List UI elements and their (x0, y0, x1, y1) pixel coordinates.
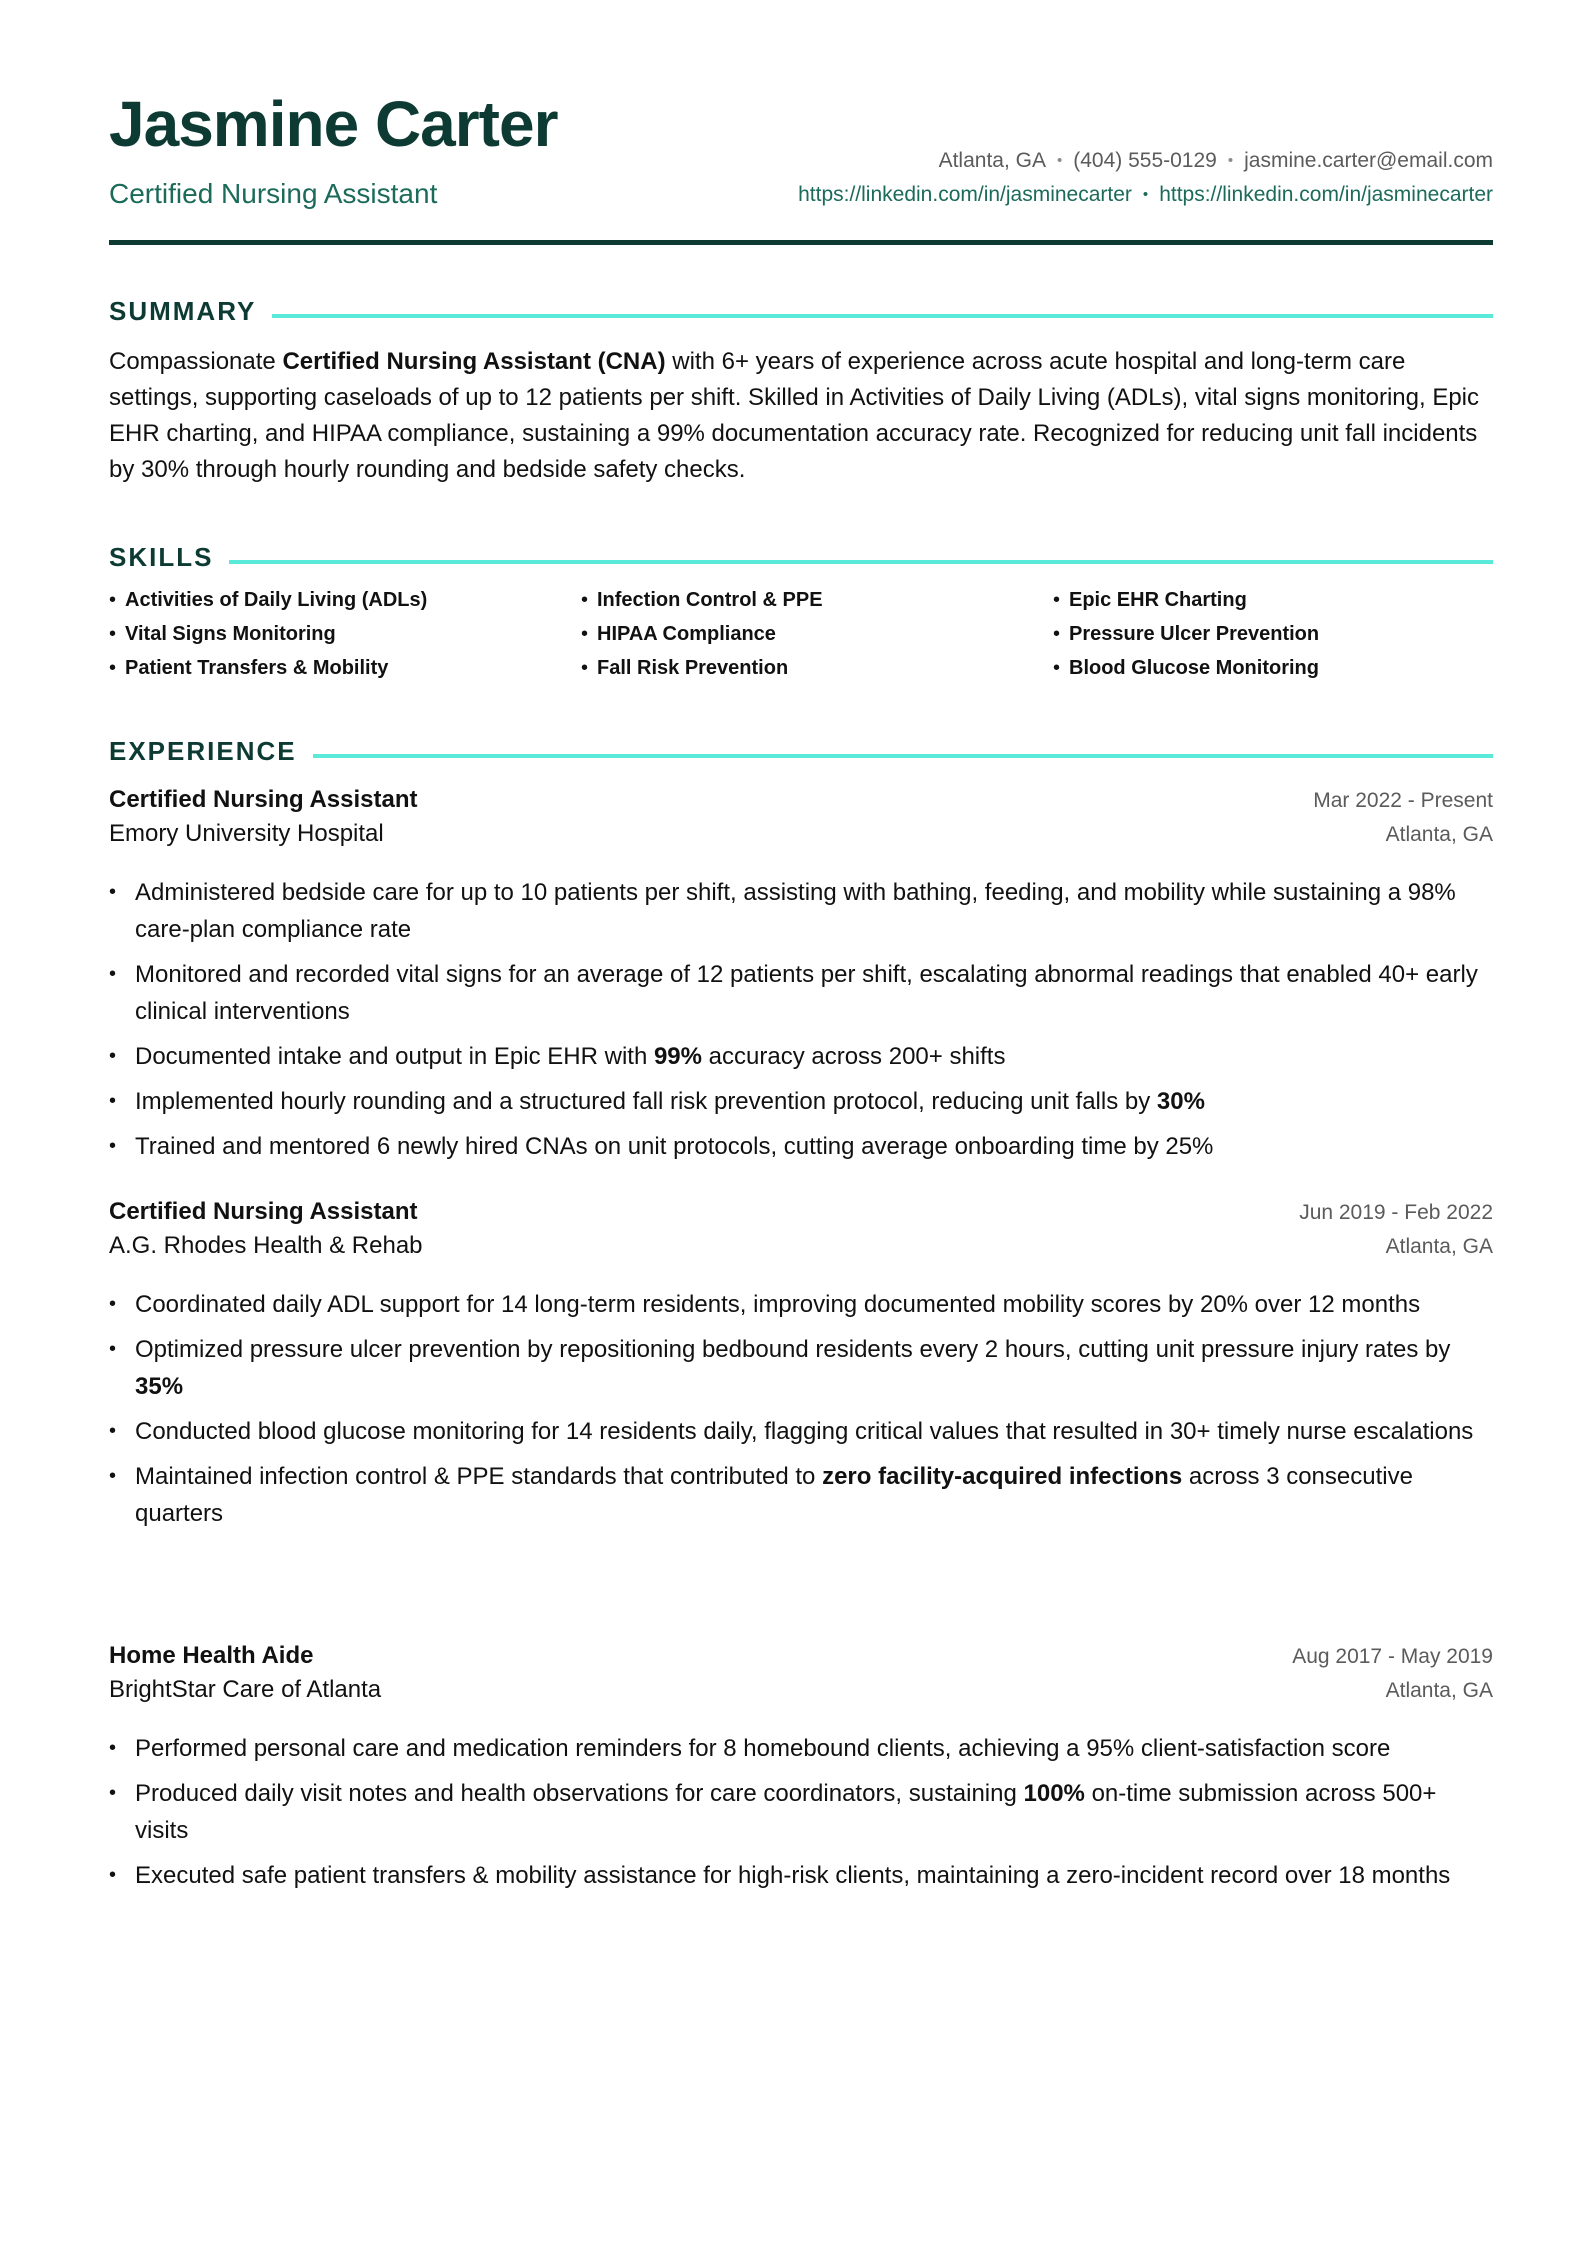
profile-link-1[interactable]: https://linkedin.com/in/jasminecarter (798, 183, 1132, 206)
bullet-text: Conducted blood glucose monitoring for 14 residents daily, flagging critical values that resulted in 30+ timely nurse escalations (135, 1418, 1474, 1445)
candidate-role: Certified Nursing Assistant (109, 178, 438, 209)
skill-item: • Pressure Ulcer Prevention (1053, 622, 1493, 646)
skill-item: • Blood Glucose Monitoring (1053, 656, 1493, 680)
job-bullet (109, 1730, 1493, 1767)
skills-list (109, 588, 1493, 680)
resume-page (109, 0, 1493, 1889)
job-title: Certified Nursing Assistant (109, 1198, 418, 1225)
summary-title: SUMMARY (109, 298, 272, 324)
job-entry (109, 1200, 1493, 1540)
skill-item: • Patient Transfers & Mobility (109, 656, 581, 680)
skill-item: • Activities of Daily Living (ADLs) (109, 588, 581, 612)
skills-section-header (109, 544, 1493, 578)
job-header (109, 1200, 1493, 1234)
profile-link-2[interactable]: https://linkedin.com/in/jasminecarter (1159, 183, 1493, 206)
bullet-text: across 3 consecutive quarters (135, 1463, 1413, 1527)
job-bullet (109, 1413, 1493, 1450)
job-bullet (109, 1331, 1493, 1405)
job-bullet (109, 1857, 1493, 1894)
summary-bold: Certified Nursing Assistant (CNA) (282, 348, 666, 375)
job-subheader (109, 822, 1493, 862)
bullet-text: Monitored and recorded vital signs for an average of 12 patients per shift, escalating abnormal readings that enabled 40+ early clinical interventions (135, 961, 1478, 1025)
job-bullet (109, 1775, 1493, 1849)
experience-section-header (109, 738, 1493, 772)
job-bullet (109, 1038, 1493, 1075)
job-subheader (109, 1234, 1493, 1274)
contact-line-1 (939, 150, 1493, 171)
experience-title: EXPERIENCE (109, 738, 313, 764)
skills-title: SKILLS (109, 544, 229, 570)
job-bullets (109, 1286, 1493, 1532)
job-bullet (109, 1286, 1493, 1323)
job-bullet (109, 874, 1493, 948)
job-bullets (109, 1730, 1493, 1894)
bullet-text: accuracy across 200+ shifts (702, 1043, 1006, 1070)
bullet-text: Optimized pressure ulcer prevention by repositioning bedbound residents every 2 hours, cutting unit pressure injury rates by (135, 1336, 1451, 1363)
resume-header (109, 0, 1493, 248)
skill-item: • Fall Risk Prevention (581, 656, 1053, 680)
section-divider (109, 314, 1493, 318)
job-location: Atlanta, GA (1385, 1235, 1493, 1258)
bullet-text: Documented intake and output in Epic EHR with (135, 1043, 654, 1070)
job-bullet (109, 1083, 1493, 1120)
separator-dot: • (1142, 186, 1149, 203)
job-bullet (109, 956, 1493, 1030)
section-divider (109, 560, 1493, 564)
bullet-text: Administered bedside care for up to 10 patients per shift, assisting with bathing, feeding, and mobility while sustaining a 98% care-plan compliance rate (135, 879, 1456, 943)
bullet-text: Executed safe patient transfers & mobility assistance for high-risk clients, maintaining a zero-incident record over 18 months (135, 1862, 1451, 1889)
separator-dot: • (1056, 152, 1063, 169)
job-bullet (109, 1128, 1493, 1165)
summary-pre: Compassionate (109, 348, 283, 375)
skill-item: • Epic EHR Charting (1053, 588, 1493, 612)
summary-section-header (109, 298, 1493, 332)
skill-item: • Infection Control & PPE (581, 588, 1053, 612)
job-company: A.G. Rhodes Health & Rehab (109, 1232, 423, 1259)
contact-location: Atlanta, GA (938, 149, 1046, 172)
summary-text (109, 344, 1493, 488)
contact-phone[interactable]: (404) 555-0129 (1073, 149, 1217, 172)
skill-item: • Vital Signs Monitoring (109, 622, 581, 646)
job-company: Emory University Hospital (109, 820, 384, 847)
job-company: BrightStar Care of Atlanta (109, 1676, 382, 1703)
section-divider (109, 754, 1493, 758)
bullet-bold: 99% (653, 1043, 702, 1070)
job-dates: Aug 2017 - May 2019 (1292, 1645, 1493, 1668)
bullet-bold: zero facility-acquired infections (822, 1463, 1183, 1490)
job-title: Certified Nursing Assistant (109, 786, 418, 813)
job-title: Home Health Aide (109, 1642, 314, 1669)
contact-email[interactable]: jasmine.carter@email.com (1244, 149, 1493, 172)
skill-item: • HIPAA Compliance (581, 622, 1053, 646)
job-subheader (109, 1678, 1493, 1718)
summary-post: with 6+ years of experience across acute hospital and long-term care settings, supporting caseloads of up to 12 patients per shift. Skilled in Activities of Daily Living (ADLs), vital signs monitoring, Epic EHR charting, and HIPAA compliance, sustaining a 99% documentation accuracy rate. Recognized for reducing unit fall incidents by 30% through hourly rounding and bedside safety checks. (109, 348, 1480, 483)
bullet-text: Trained and mentored 6 newly hired CNAs on unit protocols, cutting average onboarding time by 25% (135, 1133, 1214, 1160)
header-divider (109, 240, 1493, 245)
bullet-text: Implemented hourly rounding and a structured fall risk prevention protocol, reducing unit falls by (135, 1088, 1157, 1115)
bullet-bold: 30% (1156, 1088, 1205, 1115)
job-dates: Mar 2022 - Present (1313, 789, 1493, 812)
contact-line-2 (798, 184, 1493, 205)
job-header (109, 1644, 1493, 1678)
bullet-text: Maintained infection control & PPE standards that contributed to (135, 1463, 823, 1490)
bullet-text: on-time submission across 500+ visits (135, 1780, 1437, 1844)
candidate-name: Jasmine Carter (109, 88, 558, 160)
job-entry (109, 788, 1493, 1173)
job-header (109, 788, 1493, 822)
job-location: Atlanta, GA (1385, 823, 1493, 846)
bullet-text: Produced daily visit notes and health observations for care coordinators, sustaining (135, 1780, 1024, 1807)
bullet-text: Performed personal care and medication reminders for 8 homebound clients, achieving a 95% client-satisfaction score (135, 1735, 1391, 1762)
job-entry (109, 1644, 1493, 1902)
job-dates: Jun 2019 - Feb 2022 (1299, 1201, 1493, 1224)
job-location: Atlanta, GA (1385, 1679, 1493, 1702)
separator-dot: • (1227, 152, 1234, 169)
job-bullet (109, 1458, 1493, 1532)
bullet-bold: 35% (135, 1373, 184, 1400)
job-bullets (109, 874, 1493, 1165)
bullet-text: Coordinated daily ADL support for 14 long-term residents, improving documented mobility scores by 20% over 12 months (135, 1291, 1421, 1318)
bullet-bold: 100% (1023, 1780, 1085, 1807)
